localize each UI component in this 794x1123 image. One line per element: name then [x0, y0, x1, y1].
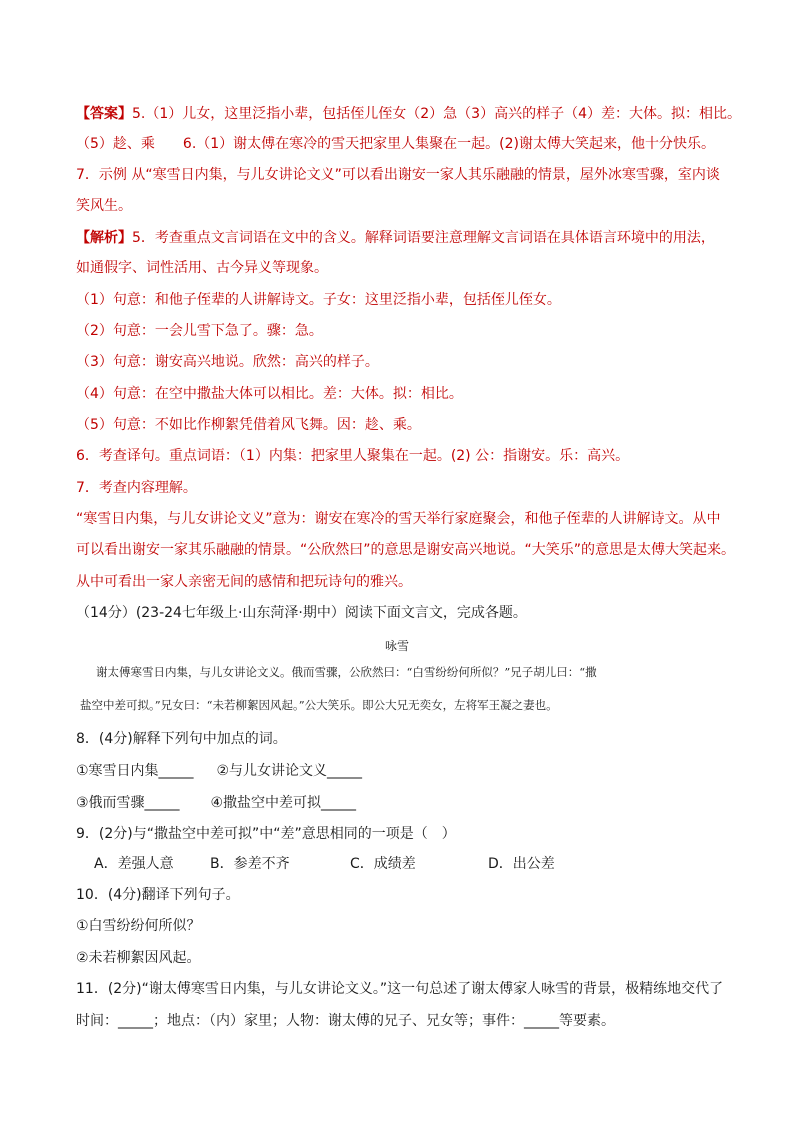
question-set-intro: （14分）(23-24七年级上·山东菏泽·期中）阅读下面文言文，完成各题。: [76, 605, 527, 621]
answer-tag: 【答案】: [76, 106, 132, 122]
analysis-q6: 6．考查译句。重点词语：（1）内集：把家里人聚集在一起。(2) 公：指谢安。乐：高兴。: [76, 448, 630, 464]
analysis-q7-line-2: 可以看出谢安一家其乐融融的情景。“公欣然曰”的意思是谢安高兴地说。“大笑乐”的意思是太傅大笑起来。: [76, 542, 736, 558]
question-8-row-2: ③俄而雪骤_____ ④撒盐空中差可拟_____: [76, 795, 357, 811]
answer-line-3: 7．示例 从“寒雪日内集，与儿女讲论文义”可以看出谢安一家人其乐融融的情景，屋外冰寒雪骤，室内谈: [76, 167, 720, 183]
question-11-line-1: 11．(2分)“谢太傅寒雪日内集，与儿女讲论文义。”这一句总述了谢太傅家人咏雪的背景，极精练地交代了: [76, 981, 724, 997]
analysis-item-5: （5）句意：不如比作柳絮凭借着风飞舞。因：趁、乘。: [76, 417, 421, 433]
question-9: 9．(2分)与“撒盐空中差可拟”中“差”意思相同的一项是（ ）: [76, 826, 456, 842]
passage-title: 咏雪: [384, 639, 409, 653]
option-b: B．参差不齐: [210, 856, 290, 872]
option-a: A．差强人意: [94, 856, 174, 872]
answer-line-4: 笑风生。: [76, 198, 132, 214]
answer-line-2: （5）趁、乘 6.（1）谢太傅在寒冷的雪天把家里人集聚在一起。(2)谢太傅大笑起来，他十分快乐。: [76, 136, 716, 152]
analysis-line-2: 如通假字、词性活用、古今异义等现象。: [76, 260, 328, 276]
question-10: 10．(4分)翻译下列句子。: [76, 887, 240, 903]
analysis-line-1: 【解析】5．考查重点文言词语在文中的含义。解释词语要注意理解文言词语在具体语言环境中的用法，: [76, 230, 715, 246]
question-9-options: [94, 854, 555, 874]
analysis-q7-line-3: 从中可看出一家人亲密无间的感情和把玩诗句的雅兴。: [76, 574, 412, 590]
question-8: 8．(4分)解释下列句中加点的词。: [76, 731, 287, 747]
option-d: D．出公差: [488, 856, 555, 872]
question-10-item-1: ①白雪纷纷何所似？: [76, 918, 201, 934]
analysis-item-3: （3）句意：谢安高兴地说。欣然：高兴的样子。: [76, 354, 379, 370]
passage-line-2: 盐空中差可拟。”兄女曰：“未若柳絮因风起。”公大笑乐。即公大兄无奕女，左将军王凝之妻也。: [80, 698, 558, 712]
analysis-tag: 【解析】: [76, 230, 132, 246]
analysis-q7-head: 7．考查内容理解。: [76, 480, 197, 496]
analysis-item-1: （1）句意：和他子侄辈的人讲解诗文。子女：这里泛指小辈，包括侄儿侄女。: [76, 292, 561, 308]
question-11-line-2: 时间：_____；地点：（内）家里；人物：谢太傅的兄子、兄女等；事件：_____等要素。: [76, 1013, 615, 1029]
question-8-row-1: ①寒雪日内集_____ ②与儿女讲论文义_____: [76, 763, 363, 779]
analysis-q7-line-1: “寒雪日内集，与儿女讲论文义”意为：谢安在寒冷的雪天举行家庭聚会，和他子侄辈的人讲解诗文。从中: [76, 511, 721, 527]
question-10-item-2: ②未若柳絮因风起。: [76, 950, 201, 966]
option-c: C．成绩差: [350, 856, 416, 872]
passage-line-1: 谢太傅寒雪日内集，与儿女讲论文义。俄而雪骤，公欣然曰：“白雪纷纷何所似？”兄子胡儿曰：“撒: [96, 665, 597, 679]
analysis-item-2: （2）句意：一会儿雪下急了。骤：急。: [76, 323, 323, 339]
analysis-item-4: （4）句意：在空中撒盐大体可以相比。差：大体。拟：相比。: [76, 386, 463, 402]
answer-line-1: 【答案】5.（1）儿女，这里泛指小辈，包括侄儿侄女（2）急（3）高兴的样子（4）差：大体。拟：相比。: [76, 106, 741, 122]
